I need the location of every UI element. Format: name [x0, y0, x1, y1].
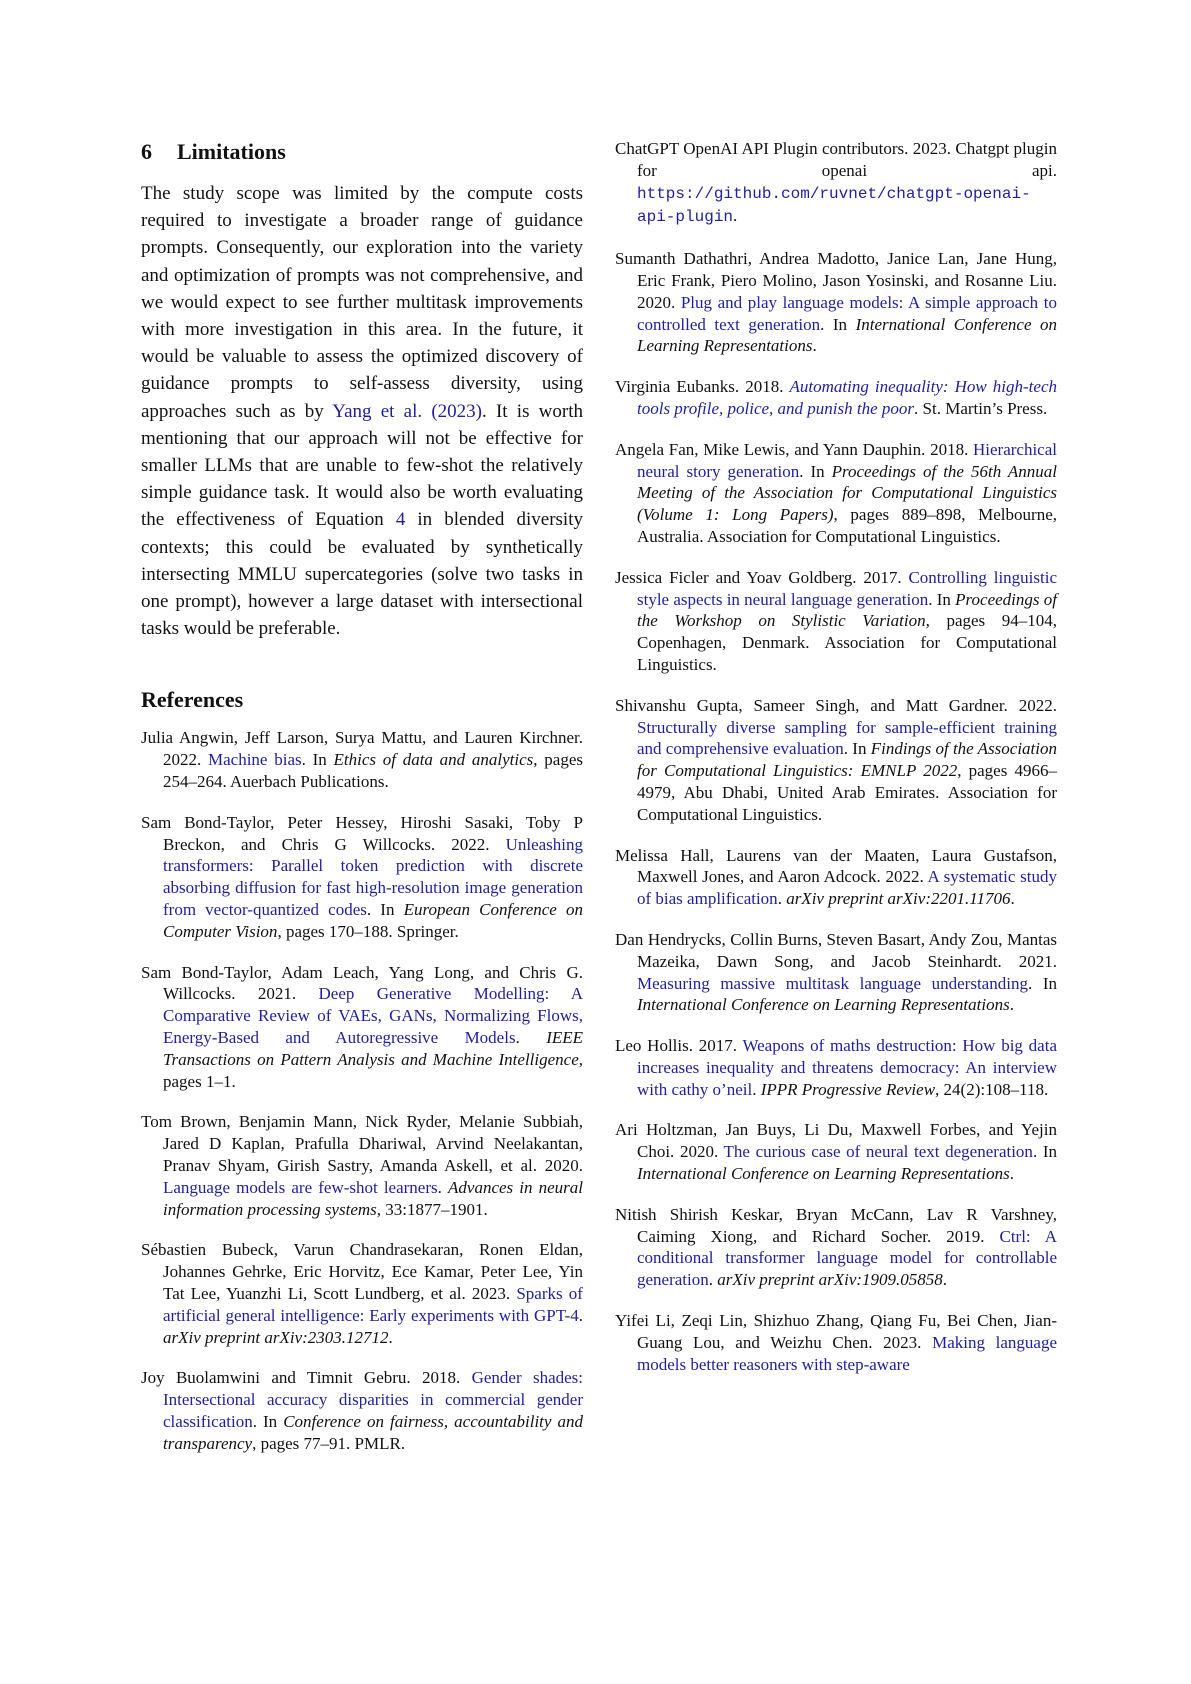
text-segment: IEEE Transactions on Pattern Analysis and Machine Intelligence	[163, 1028, 584, 1069]
text-segment: . In	[301, 750, 334, 770]
text-segment: . It is worth mentioning that our approach will not be effective for smaller LLMs that are unable to few-shot the relatively simple guidance task. It would also be worth evaluating the effectiveness of Equation	[141, 400, 583, 531]
text-segment: Joy Buolamwini and Timnit Gebru. 2018.	[141, 1368, 472, 1388]
limitations-paragraph	[141, 180, 583, 642]
reference-entry	[141, 1239, 583, 1348]
text-segment: . In	[366, 900, 404, 920]
text-segment: .	[1010, 889, 1015, 909]
text-segment: Sam Bond-Taylor, Peter Hessey, Hiroshi Sasaki, Toby P Breckon, and Chris G Willcocks. 2022.	[141, 812, 583, 854]
citation-link[interactable]: Weapons of maths destruction: How big data increases inequality and threatens democracy: An interview with cathy o’neil	[637, 1036, 1057, 1099]
citation-link[interactable]: A systematic study of bias amplification	[637, 867, 1057, 909]
text-segment: Sam Bond-Taylor, Adam Leach, Yang Long, and Chris G. Willcocks. 2021.	[141, 962, 583, 1004]
text-segment: Jessica Ficler and Yoav Goldberg. 2017.	[615, 567, 909, 587]
text-segment: Dan Hendrycks, Collin Burns, Steven Basart, Andy Zou, Mantas Mazeika, Dawn Song, and Jacob Steinhardt. 2021.	[615, 929, 1057, 971]
text-segment: Proceedings of the 56th Annual Meeting of the Association for Computational Linguistics (Volume 1: Long Papers)	[637, 461, 1057, 525]
text-segment: The study scope was limited by the compute costs required to investigate a broader range of guidance prompts. Consequently, our exploration into the variety and optimization of prompts was not comprehensive, and we would expect to see further multitask improvements with more investigation in this area. In the future, it would be valuable to assess the optimized discovery of guidance prompts to self-assess diversity, using approaches such as by	[141, 183, 583, 422]
text-segment: Conference on fairness, accountability and transparency	[163, 1411, 583, 1453]
text-segment: . In	[1027, 973, 1057, 993]
citation-link[interactable]: https://github.com/ruvnet/chatgpt-openai-api-plugin	[637, 184, 1031, 227]
reference-entry	[615, 845, 1057, 910]
text-segment: .	[578, 1305, 583, 1325]
citation-link[interactable]: Structurally diverse sampling for sample-efficient training and comprehensive evaluation	[637, 717, 1057, 759]
citation-link[interactable]: Hierarchical neural story generation	[637, 439, 1057, 481]
text-segment: Ethics of data and analytics	[333, 750, 534, 770]
reference-entry	[615, 695, 1057, 826]
text-segment: , 33:1877–1901.	[376, 1199, 488, 1219]
text-segment: Advances in neural information processing systems	[163, 1177, 583, 1219]
section-heading-limitations	[141, 138, 583, 166]
text-segment: International Conference on Learning Representations	[637, 314, 1057, 356]
citation-link[interactable]: Controlling linguistic style aspects in neural language generation	[637, 567, 1057, 609]
text-segment: Sébastien Bubeck, Varun Chandrasekaran, Ronen Eldan, Johannes Gehrke, Eric Horvitz, Ece Kamar, Peter Lee, Yin Tat Lee, Yuanzhi Li, Scott Lundberg, et al. 2023.	[141, 1240, 583, 1303]
citation-link[interactable]: Unleashing transformers: Parallel token prediction with discrete absorbing diffusion for fast high-resolution image generation from vector-quantized codes	[163, 834, 583, 920]
text-segment: .	[752, 1079, 761, 1099]
reference-entry	[615, 248, 1057, 357]
citation-link[interactable]: Ctrl: A conditional transformer language model for controllable generation	[637, 1226, 1057, 1290]
reference-entry	[615, 1035, 1057, 1100]
text-segment: Ari Holtzman, Jan Buys, Li Du, Maxwell Forbes, and Yejin Choi. 2020.	[615, 1120, 1057, 1162]
citation-link[interactable]: Making language models better reasoners with step-aware	[637, 1332, 1058, 1374]
text-segment: .	[515, 1028, 547, 1048]
text-segment: , pages 170–188. Springer.	[277, 921, 459, 941]
reference-entry	[141, 962, 583, 1093]
reference-entry	[615, 376, 1057, 420]
text-segment: Yifei Li, Zeqi Lin, Shizhuo Zhang, Qiang Fu, Bei Chen, Jian-Guang Lou, and Weizhu Chen. 2023.	[615, 1311, 1057, 1352]
text-segment: Virginia Eubanks. 2018.	[615, 377, 790, 397]
text-segment: . In	[928, 589, 956, 609]
section-title: Limitations	[177, 139, 286, 164]
text-segment: . In	[252, 1411, 284, 1431]
text-segment: arXiv preprint arXiv:2303.12712	[163, 1327, 389, 1347]
text-segment: in blended diversity contexts; this could be evaluated by synthetically intersecting MMLU supercategories (solve two tasks in one prompt), however a large dataset with intersectional tasks would be preferable.	[141, 509, 583, 640]
text-segment: Proceedings of the Workshop on Stylistic Variation	[637, 589, 1057, 631]
text-segment: Sumanth Dathathri, Andrea Madotto, Janice Lan, Jane Hung, Eric Frank, Piero Molino, Jason Yosinski, and Rosanne Liu. 2020.	[615, 249, 1057, 312]
citation-link[interactable]: Yang et al. (2023)	[332, 400, 482, 422]
section-number: 6	[141, 139, 152, 164]
text-segment: .	[733, 206, 738, 226]
text-segment: , pages 889–898, Melbourne, Australia. Association for Computational Linguistics.	[637, 505, 1057, 546]
citation-link[interactable]: Sparks of artificial general intelligence: Early experiments with GPT-4	[163, 1283, 583, 1325]
text-segment: Angela Fan, Mike Lewis, and Yann Dauphin. 2018.	[615, 439, 973, 459]
reference-entry	[615, 1204, 1057, 1291]
reference-entry	[141, 812, 583, 943]
text-segment: European Conference on Computer Vision	[163, 900, 583, 941]
citation-link[interactable]: Plug and play language models: A simple approach to controlled text generation	[637, 292, 1057, 334]
text-segment: , 24(2):108–118.	[935, 1079, 1049, 1099]
text-segment: , pages 254–264. Auerbach Publications.	[163, 750, 583, 792]
text-segment: Leo Hollis. 2017.	[615, 1036, 743, 1056]
text-segment: , pages 94–104, Copenhagen, Denmark. Association for Computational Linguistics.	[637, 611, 1057, 674]
reference-entry	[615, 1310, 1057, 1375]
right-column	[615, 138, 1057, 1375]
text-segment: .	[777, 889, 787, 909]
text-segment: .	[388, 1327, 393, 1347]
text-segment: Findings of the Association for Computational Linguistics: EMNLP 2022	[637, 739, 1058, 781]
reference-entry	[615, 439, 1057, 548]
text-segment: . In	[820, 314, 856, 334]
text-segment: , pages 4966–4979, Abu Dhabi, United Arab Emirates. Association for Computational Linguistics.	[637, 761, 1057, 824]
text-segment: .	[1009, 1164, 1014, 1184]
citation-link[interactable]: 4	[395, 509, 406, 531]
citation-link[interactable]: The curious case of neural text degeneration	[723, 1142, 1033, 1162]
text-segment: Tom Brown, Benjamin Mann, Nick Ryder, Melanie Subbiah, Jared D Kaplan, Prafulla Dhariwal, Arvind Neelakantan, Pranav Shyam, Girish Sastry, Amanda Askell, et al. 2020.	[141, 1112, 583, 1175]
citation-link[interactable]: Language models are few-shot learners	[163, 1177, 438, 1197]
text-segment: . In	[843, 739, 871, 759]
text-segment: .	[1009, 995, 1014, 1015]
text-segment: , pages 77–91. PMLR.	[252, 1433, 406, 1453]
text-segment: .	[708, 1270, 718, 1290]
reference-entry	[141, 1111, 583, 1220]
text-segment: arXiv preprint arXiv:2201.11706	[786, 889, 1011, 909]
references-list-left	[141, 727, 583, 1454]
text-segment: arXiv preprint arXiv:1909.05858	[717, 1270, 943, 1290]
text-segment: International Conference on Learning Representations	[637, 995, 1010, 1015]
text-segment: .	[812, 336, 817, 356]
reference-entry	[141, 1367, 583, 1454]
citation-link[interactable]: Deep Generative Modelling: A Comparative Review of VAEs, GANs, Normalizing Flows, Energy-Based and Autoregressive Models	[163, 984, 583, 1048]
text-segment: Julia Angwin, Jeff Larson, Surya Mattu, and Lauren Kirchner. 2022.	[141, 728, 583, 770]
text-segment: . In	[799, 461, 832, 481]
reference-entry	[615, 929, 1057, 1016]
citation-link[interactable]: Measuring massive multitask language understanding	[637, 973, 1028, 993]
text-segment: Nitish Shirish Keskar, Bryan McCann, Lav R Varshney, Caiming Xiong, and Richard Socher. 2019.	[615, 1204, 1057, 1246]
references-heading: References	[141, 687, 244, 713]
citation-link[interactable]: Machine bias	[208, 750, 302, 770]
text-segment: Shivanshu Gupta, Sameer Singh, and Matt Gardner. 2022.	[615, 695, 1057, 715]
text-segment: .	[942, 1270, 948, 1290]
references-list-right	[615, 138, 1057, 1375]
text-segment: .	[437, 1177, 449, 1197]
text-segment: Melissa Hall, Laurens van der Maaten, Laura Gustafson, Maxwell Jones, and Aaron Adcock. 2022.	[615, 845, 1057, 887]
reference-entry	[141, 727, 583, 792]
text-segment: IPPR Progressive Review	[760, 1079, 936, 1099]
reference-entry	[615, 567, 1057, 676]
text-segment: , pages 1–1.	[163, 1049, 583, 1091]
citation-link[interactable]: Automating inequality: How high-tech tools profile, police, and punish the poor	[637, 377, 1057, 418]
citation-link[interactable]: Gender shades: Intersectional accuracy disparities in commercial gender classification	[163, 1368, 584, 1431]
reference-entry	[615, 138, 1057, 229]
reference-entry	[615, 1119, 1057, 1184]
text-segment: . St. Martin’s Press.	[914, 398, 1048, 418]
text-segment: . In	[1032, 1142, 1057, 1162]
text-segment: ChatGPT OpenAI API Plugin contributors. 2023. Chatgpt plugin for openai api.	[615, 139, 1057, 180]
text-segment: International Conference on Learning Representations	[637, 1164, 1010, 1184]
left-column	[141, 138, 583, 1455]
